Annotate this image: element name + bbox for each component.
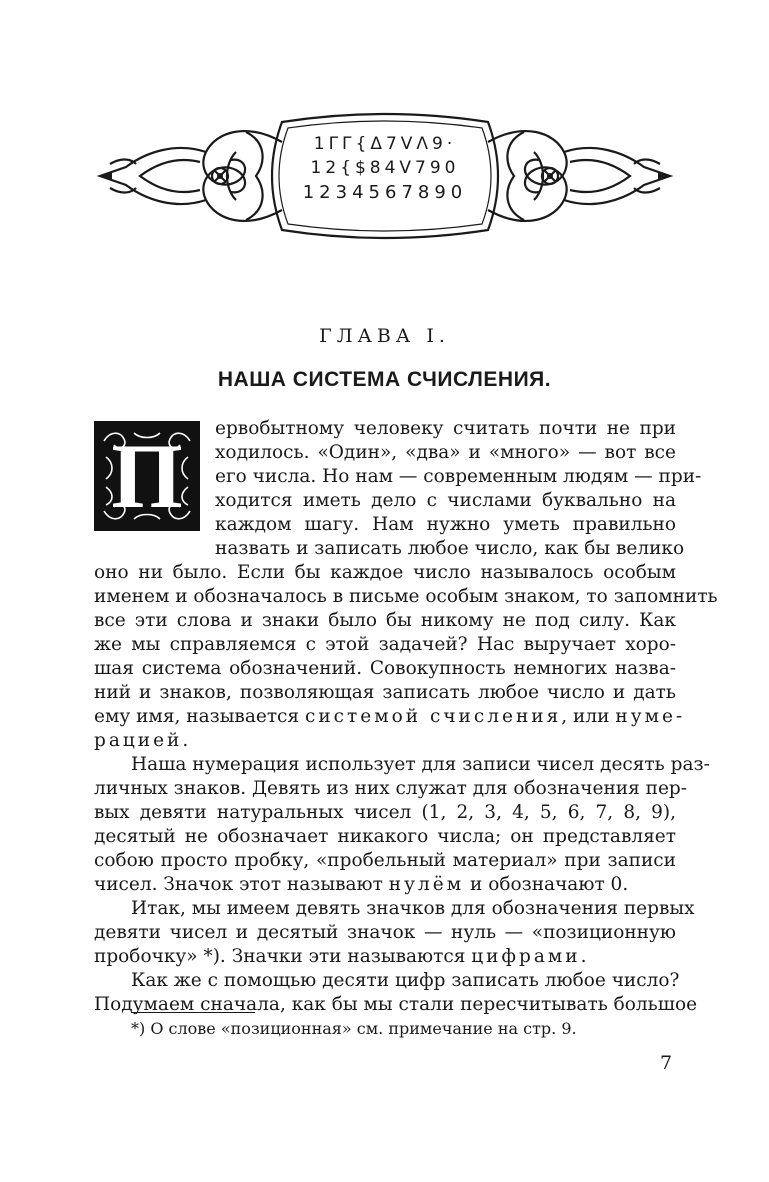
text-fragment: . (580, 946, 587, 967)
spaced-term: цифрами (471, 946, 581, 967)
text-line: Подумаем сначала, как бы мы стали пересчитывать большое (94, 994, 698, 1015)
cartouche-line-modern: 1234567890 (302, 182, 468, 203)
spaced-term: рацией. (94, 730, 192, 751)
spaced-term: нуме- (615, 706, 686, 727)
text-line: ний и знаков, позволяющая записать любое число и дать (94, 682, 676, 703)
text-line: же мы справляемся с этой задачей? Нас выручает хоро- (94, 634, 676, 655)
text-line (94, 873, 628, 897)
text-line: каждом шагу. Нам нужно уметь правильно (215, 514, 676, 535)
spaced-term: нулём (388, 874, 465, 895)
text-line: все эти слова и знаки было бы никому не под силу. Как (94, 610, 676, 631)
footnote: *) О слове «позиционная» см. примечание на стр. 9. (131, 1019, 577, 1038)
drop-cap-letter: П (111, 425, 183, 527)
text-line: ервобытному человеку считать почти не при (215, 418, 676, 439)
page-number: 7 (660, 1052, 673, 1074)
chapter-label: ГЛАВА I. (319, 325, 450, 347)
text-line (94, 705, 685, 729)
cartouche-line-ancient: 1ΓΓ{Δ7VΛ9· (313, 134, 457, 154)
text-line: шая система обозначений. Совокупность немногих назва- (94, 658, 676, 679)
spaced-term: системой счисления (304, 706, 562, 727)
text-line: Как же с помощью десяти цифр записать любое число? (131, 970, 680, 991)
text-line: оно ни было. Если бы каждое число называлось особым (94, 562, 676, 583)
text-fragment: пробочку» *). Значки эти называются (94, 946, 466, 967)
header-ornament (96, 112, 674, 240)
chapter-title: НАША СИСТЕМА СЧИСЛЕНИЯ. (217, 368, 552, 391)
text-line: его числа. Но нам — современным людям — при- (215, 466, 702, 487)
text-fragment: , или (561, 706, 610, 727)
cartouche-line-medieval: 12{$84V790 (310, 158, 460, 178)
text-line: назвать и записать любое число, как бы велико (215, 538, 685, 559)
text-line: собою просто пробку, «пробельный материал» при записи (94, 850, 676, 871)
text-fragment: и обозначают 0. (470, 874, 629, 895)
text-line: Итак, мы имеем девять значков для обозначения первых (131, 898, 695, 919)
footnote-rule (131, 1012, 255, 1013)
text-line: девяти чисел и десятый значок — нуль — «позиционную (94, 922, 676, 943)
text-line: Наша нумерация использует для записи чисел десять раз- (131, 754, 710, 775)
text-line: ходилось. «Один», «два» и «много» — вот все (215, 442, 676, 463)
text-line: именем и обозначалось в письме особым знаком, то запомнить (94, 586, 718, 607)
text-line: личных знаков. Девять из них служат для обозначения пер- (94, 778, 688, 799)
drop-cap (94, 421, 200, 531)
text-line (94, 945, 586, 969)
text-fragment: ему имя, называется (94, 706, 300, 727)
text-line: десятый не обозначает никакого числа; он представляет (94, 826, 676, 847)
text-line: ходится иметь дело с числами буквально на (215, 490, 676, 511)
text-fragment: чисел. Значок этот называют (94, 874, 383, 895)
text-line: вых девяти натуральных чисел (1, 2, 3, 4, 5, 6, 7, 8, 9), (94, 802, 676, 823)
